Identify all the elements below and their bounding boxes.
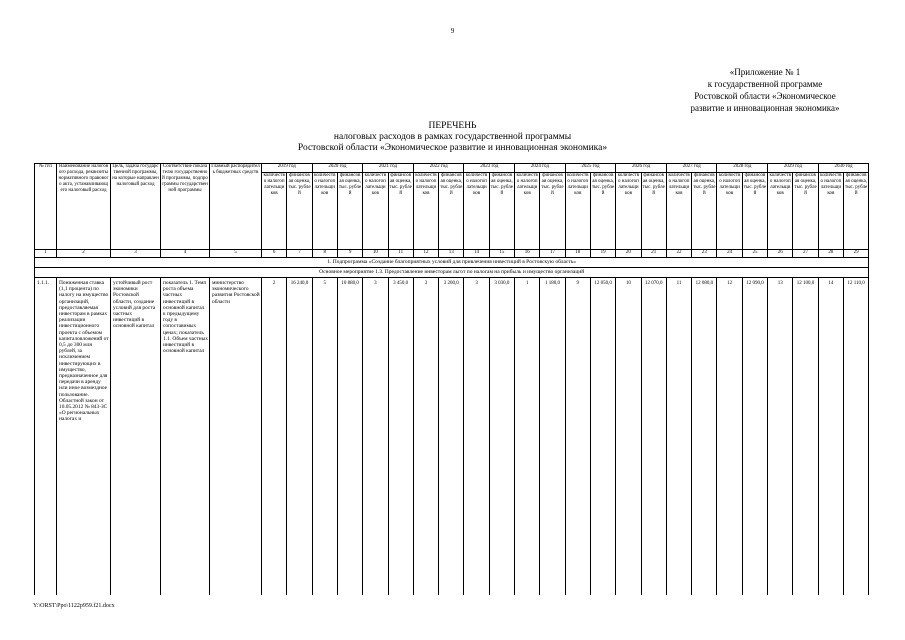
year-header: 2029 год [768,164,819,173]
column-number: 5 [210,250,262,258]
taxpayer-count-2019: 2 [262,278,287,596]
amount-2024: 1 180,0 [540,278,565,596]
measure-title: Основное мероприятие 1.3. Предоставление инвесторам льгот по налогам на прибыль и имущество организаций [35,268,869,278]
column-number: 28 [818,250,843,258]
appendix-line: Ростовской области «Экономическое [694,91,836,101]
column-number: 12 [413,250,438,258]
year-header: 2022 год [413,164,464,173]
header-cell: № п/п [35,164,57,250]
document-title [0,121,905,154]
amount-2026: 12 070,0 [641,278,666,596]
appendix-line: к государственной программе [707,79,823,89]
year-header: 2025 год [565,164,616,173]
taxpayer-count-2030: 14 [818,278,843,596]
header-cell: Цель, задача государственной программы, на которые направлен налоговый расход [111,164,161,250]
file-path-footer: Y:\ORST\Ppo\1122p959.f21.docx [33,603,115,609]
sub-header-count: количество налогоплательщиков [262,173,287,250]
sub-header-count: количество налогоплательщиков [717,173,742,250]
column-number: 2 [57,250,111,258]
column-number: 20 [616,250,641,258]
column-number: 16 [515,250,540,258]
taxpayer-count-2027: 11 [666,278,691,596]
measure-row [35,268,869,278]
year-header: 2026 год [616,164,667,173]
year-header: 2019 год [262,164,313,173]
amount-2029: 12 100,0 [793,278,818,596]
tax-expense-name: Пониженная ставка (1,1 процента) по налогу на имущество организаций, предоставляемая инвесторам в рамках реализации инвестиционного проекта с объемом капиталовложений от 0,5 до 300 млн рублей, за исключением инвестирующих в имущество, предназначенное для передачи в аренду или иное возмездное пользование. Областной закон от 10.05.2012 № 843-ЗС «О региональных налогах и [57,278,111,596]
subprogram-title: 1. Подпрограмма «Создание благоприятных условий для привлечения инвестиций в Ростовскую область» [35,258,869,268]
header-cell: Главный распорядитель бюджетных средств [210,164,262,250]
header-cell: Наименование налогового расхода, реквизиты нормативного правового акта, устанавливающего налоговый расход [57,164,111,250]
column-number-row [35,250,869,258]
sub-header-count: количество налогоплательщиков [768,173,793,250]
year-header: 2030 год [818,164,869,173]
sub-header-amount: финансовая оценка, тыс. рублей [742,173,767,250]
column-number: 24 [717,250,742,258]
column-number: 4 [161,250,210,258]
header-row-years [35,164,869,173]
column-number: 14 [464,250,489,258]
budget-administrator: министерство экономического развития Ростовской области [210,278,262,596]
row-number: 1.1.1. [35,278,57,596]
column-number: 11 [388,250,413,258]
taxpayer-count-2029: 13 [768,278,793,596]
column-number: 13 [439,250,464,258]
column-number: 1 [35,250,57,258]
title-heading: ПЕРЕЧЕНЬ [428,121,477,131]
amount-2030: 12 110,0 [844,278,869,596]
column-number: 18 [565,250,590,258]
column-number: 21 [641,250,666,258]
amount-2023: 3 030,0 [489,278,514,596]
sub-header-amount: финансовая оценка, тыс. рублей [287,173,312,250]
column-number: 25 [742,250,767,258]
table-row [35,278,869,596]
amount-2020: 10 880,0 [337,278,362,596]
taxpayer-count-2023: 3 [464,278,489,596]
sub-header-amount: финансовая оценка, тыс. рублей [540,173,565,250]
taxpayer-count-2021: 3 [363,278,388,596]
sub-header-count: количество налогоплательщиков [363,173,388,250]
amount-2028: 12 090,0 [742,278,767,596]
column-number: 10 [363,250,388,258]
sub-header-count: количество налогоплательщиков [616,173,641,250]
subprogram-row [35,258,869,268]
year-header: 2020 год [312,164,363,173]
sub-header-count: количество налогоплательщиков [515,173,540,250]
taxpayer-count-2025: 9 [565,278,590,596]
column-number: 29 [844,250,869,258]
appendix-note [640,66,890,114]
amount-2025: 12 050,0 [590,278,615,596]
column-number: 17 [540,250,565,258]
title-line: налоговых расходов в рамках государственной программы [333,132,572,142]
year-header: 2023 год [464,164,515,173]
sub-header-count: количество налогоплательщиков [413,173,438,250]
sub-header-amount: финансовая оценка, тыс. рублей [641,173,666,250]
column-number: 23 [692,250,717,258]
sub-header-amount: финансовая оценка, тыс. рублей [489,173,514,250]
sub-header-amount: финансовая оценка, тыс. рублей [337,173,362,250]
year-header: 2021 год [363,164,414,173]
column-number: 27 [793,250,818,258]
sub-header-amount: финансовая оценка, тыс. рублей [844,173,869,250]
sub-header-amount: финансовая оценка, тыс. рублей [388,173,413,250]
column-number: 8 [312,250,337,258]
title-line: Ростовской области «Экономическое развитие и инновационная экономика» [297,143,608,153]
sub-header-amount: финансовая оценка, тыс. рублей [793,173,818,250]
taxpayer-count-2028: 12 [717,278,742,596]
taxpayer-count-2024: 1 [515,278,540,596]
sub-header-count: количество налогоплательщиков [818,173,843,250]
column-number: 6 [262,250,287,258]
column-number: 15 [489,250,514,258]
amount-2022: 3 200,0 [439,278,464,596]
program-goal: устойчивый рост экономики Ростовской области, создание условий для роста частных инвестиций в основной капитал [111,278,161,596]
column-number: 26 [768,250,793,258]
year-header: 2028 год [717,164,768,173]
appendix-line: «Приложение № 1 [729,67,801,77]
taxpayer-count-2022: 3 [413,278,438,596]
page-number: 9 [450,27,455,35]
year-header: 2027 год [666,164,717,173]
sub-header-amount: финансовая оценка, тыс. рублей [590,173,615,250]
column-number: 22 [666,250,691,258]
amount-2021: 3 450,0 [388,278,413,596]
amount-2027: 12 080,0 [692,278,717,596]
sub-header-count: количество налогоплательщиков [464,173,489,250]
year-header: 2024 год [515,164,566,173]
column-number: 3 [111,250,161,258]
amount-2019: 16 240,0 [287,278,312,596]
header-cell: Соответствие показателю государственной программы, подпрограммы государственной программы [161,164,210,250]
appendix-line: развитие и инновационная экономика» [690,103,840,113]
taxpayer-count-2026: 10 [616,278,641,596]
sub-header-count: количество налогоплательщиков [565,173,590,250]
tax-expenditure-table [34,163,869,595]
sub-header-amount: финансовая оценка, тыс. рублей [439,173,464,250]
column-number: 7 [287,250,312,258]
sub-header-count: количество налогоплательщиков [312,173,337,250]
column-number: 9 [337,250,362,258]
program-indicator: показатель 1. Темп роста объема частных инвестиций в основной капитал к предыдущему году в сопоставимых ценах; показатель 1.1. Объем частных инвестиций в основной капитал [161,278,210,596]
column-number: 19 [590,250,615,258]
taxpayer-count-2020: 5 [312,278,337,596]
sub-header-count: количество налогоплательщиков [666,173,691,250]
sub-header-amount: финансовая оценка, тыс. рублей [692,173,717,250]
